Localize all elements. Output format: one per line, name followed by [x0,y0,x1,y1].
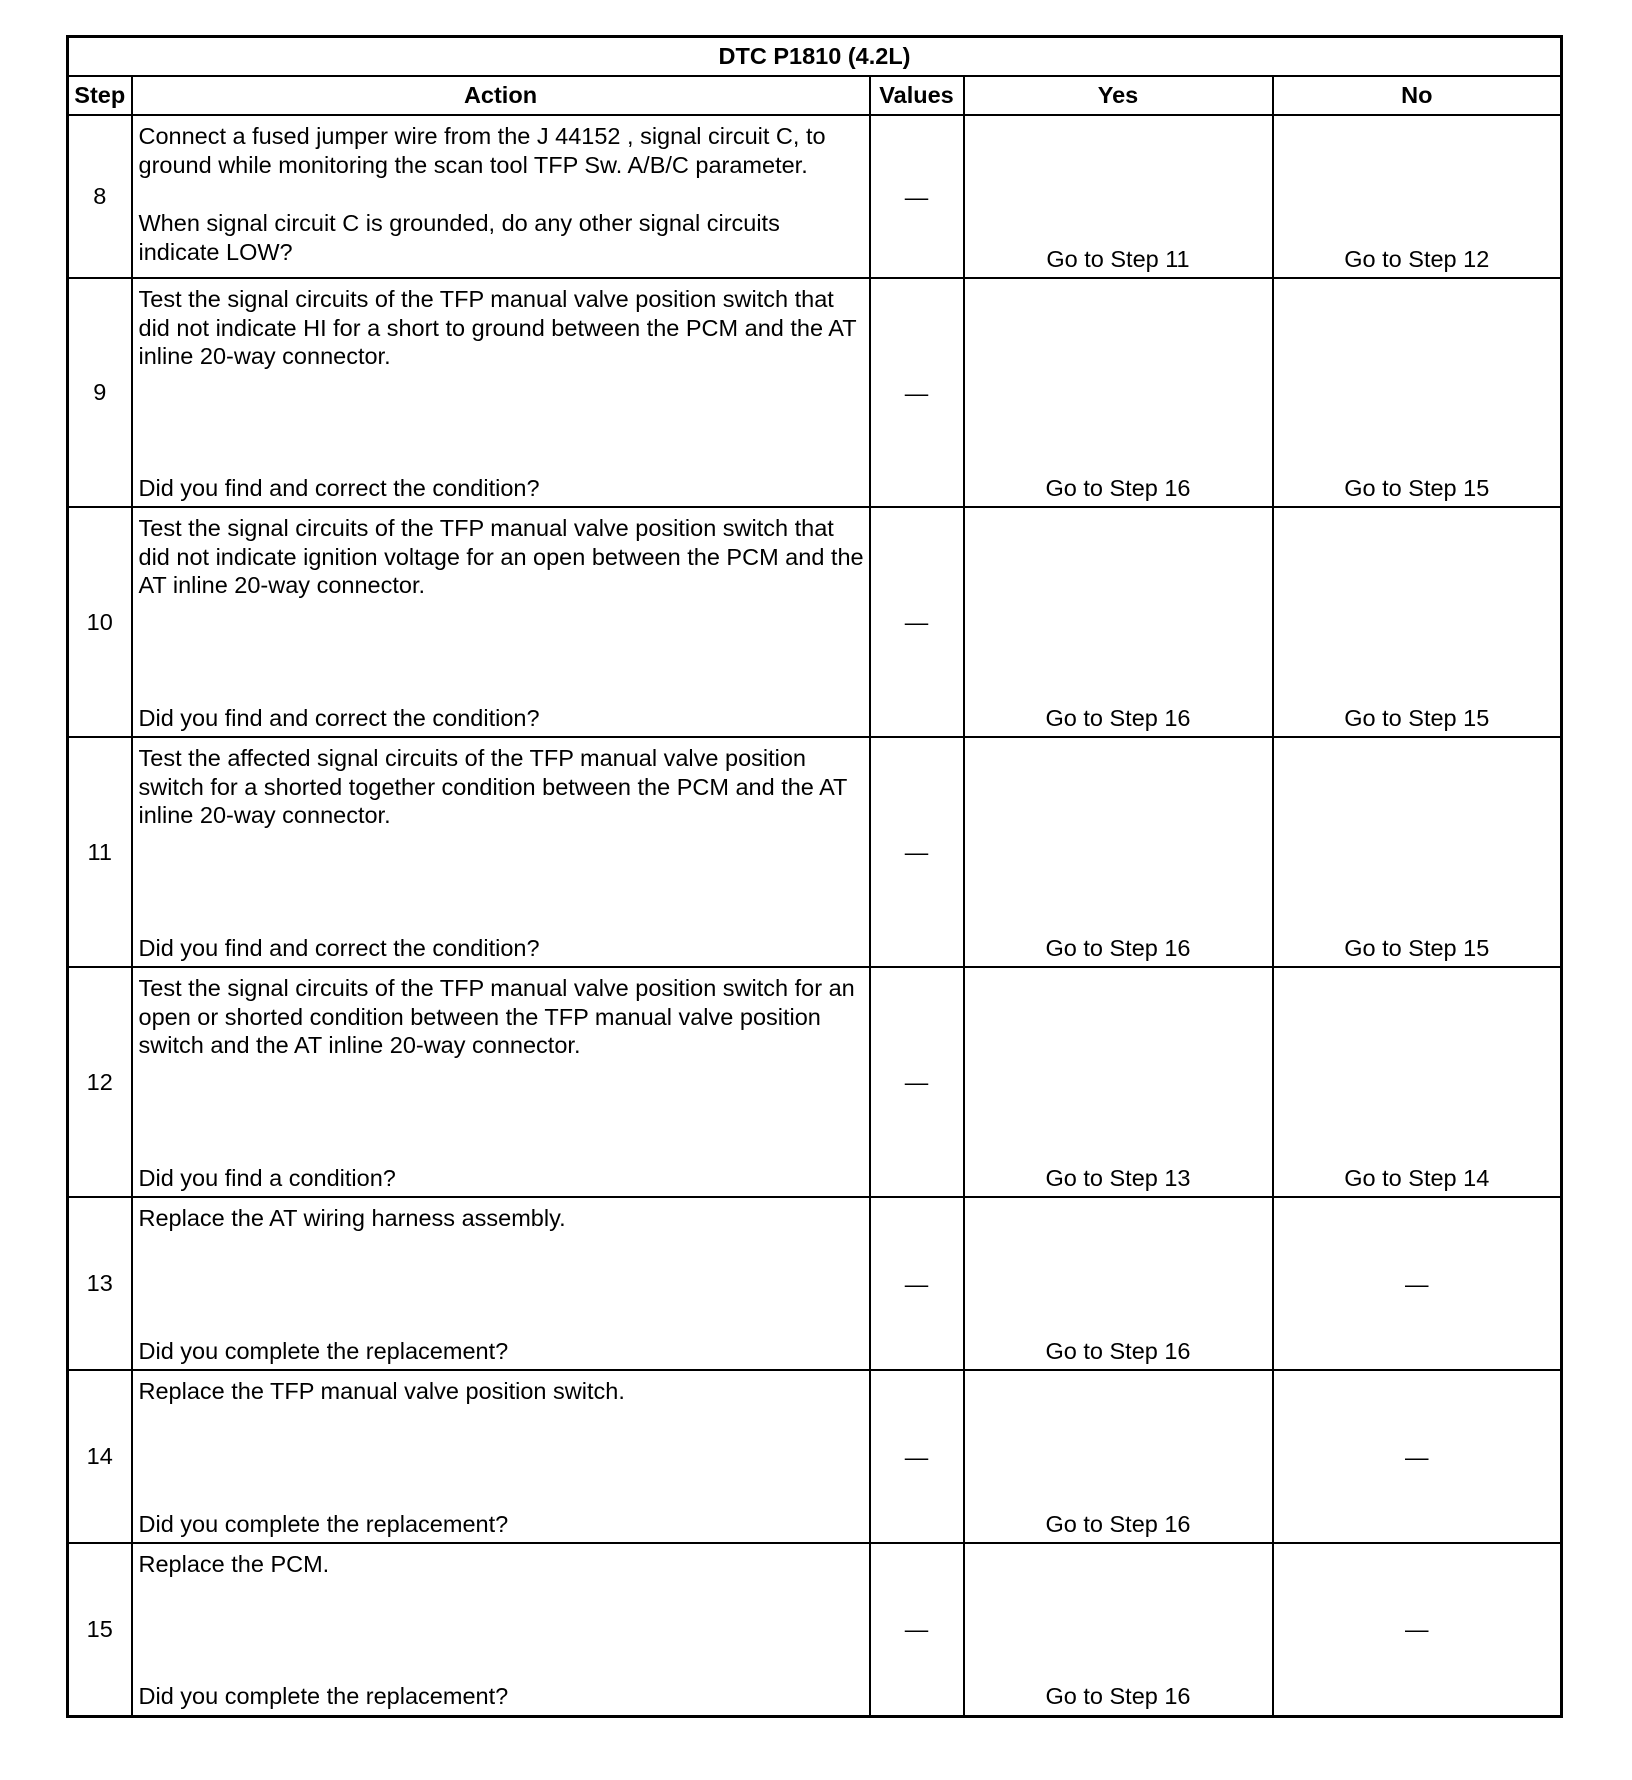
values-cell [870,967,964,1197]
action-cell [132,967,870,1197]
yes-cell [964,278,1273,507]
yes-cell [964,115,1273,278]
yes-cell [964,1370,1273,1543]
values-dash: — [904,608,929,635]
no-cell [1273,967,1562,1197]
action-question: Did you find and correct the condition? [138,704,540,731]
values-dash: — [904,183,929,210]
yes-link: Go to Step 16 [1045,934,1191,961]
action-question: Did you complete the replacement? [138,1683,509,1709]
yes-cell [964,1543,1273,1716]
dtc-table [66,35,1563,1718]
no-link: Go to Step 14 [1344,1164,1490,1191]
header-action: Action [132,76,870,115]
header-values: Values [870,76,964,115]
no-cell [1273,1197,1562,1370]
values-cell [870,1197,964,1370]
action-cell [132,1370,870,1543]
values-cell [870,278,964,507]
no-cell [1273,737,1562,967]
no-cell [1273,507,1562,737]
yes-cell [964,737,1273,967]
no-cell [1273,278,1562,507]
table-row [68,1197,1562,1370]
no-dash: — [1405,1616,1429,1642]
values-cell [870,115,964,278]
table-row [68,507,1562,737]
action-question: Did you find a condition? [138,1164,396,1191]
no-cell [1273,115,1562,278]
no-dash: — [1405,1443,1429,1470]
no-link: Go to Step 15 [1344,934,1490,961]
step-number: 10 [68,507,132,737]
yes-link: Go to Step 16 [1045,1683,1191,1709]
action-instruction: Test the signal circuits of the TFP manual valve position switch that did not indicate ignition voltage for an open between the PCM and the AT inline 20-way connector. [138,515,864,598]
action-question: When signal circuit C is grounded, do any other signal circuits indicate LOW? [138,210,780,265]
values-cell [870,1370,964,1543]
action-instruction: Replace the TFP manual valve position switch. [138,1378,625,1404]
no-dash: — [1405,1270,1429,1297]
action-instruction: Test the signal circuits of the TFP manual valve position switch that did not indicate HI for a short to ground between the PCM and the AT inline 20-way connector. [138,286,857,369]
yes-cell [964,967,1273,1197]
yes-cell [964,507,1273,737]
action-question: Did you find and correct the condition? [138,934,540,961]
header-step: Step [68,76,132,115]
action-cell [132,1543,870,1716]
values-dash: — [904,1443,929,1470]
step-number: 14 [68,1370,132,1543]
step-number: 12 [68,967,132,1197]
yes-link: Go to Step 16 [1045,474,1191,501]
action-cell [132,737,870,967]
no-link: Go to Step 15 [1344,474,1490,501]
table-row [68,967,1562,1197]
table-title: DTC P1810 (4.2L) [68,37,1562,77]
action-instruction: Test the affected signal circuits of the TFP manual valve position switch for a shorted together condition between the PCM and the AT inline 20-way connector. [138,745,847,828]
step-number: 15 [68,1543,132,1716]
values-cell [870,737,964,967]
table-row [68,737,1562,967]
table-row [68,1370,1562,1543]
step-number: 13 [68,1197,132,1370]
action-question: Did you find and correct the condition? [138,474,540,501]
action-cell [132,507,870,737]
table-row [68,115,1562,278]
action-question: Did you complete the replacement? [138,1337,509,1364]
values-dash: — [904,379,929,406]
action-cell [132,1197,870,1370]
step-number: 8 [68,115,132,278]
no-link: Go to Step 15 [1344,704,1490,731]
yes-link: Go to Step 16 [1045,1337,1191,1364]
yes-link: Go to Step 16 [1045,1510,1191,1537]
action-cell [132,278,870,507]
table-row [68,1543,1562,1716]
yes-link: Go to Step 16 [1045,704,1191,731]
no-cell [1273,1370,1562,1543]
values-dash: — [904,1068,929,1095]
values-dash: — [904,1616,929,1642]
values-dash: — [904,1270,929,1297]
values-cell [870,1543,964,1716]
table-row [68,278,1562,507]
no-cell [1273,1543,1562,1716]
action-instruction: Replace the AT wiring harness assembly. [138,1205,566,1231]
action-question: Did you complete the replacement? [138,1510,509,1537]
values-cell [870,507,964,737]
yes-link: Go to Step 13 [1045,1164,1191,1191]
action-instruction: Connect a fused jumper wire from the J 44152 , signal circuit C, to ground while monitoring the scan tool TFP Sw. A/B/C parameter. [138,123,826,178]
action-instruction: Test the signal circuits of the TFP manual valve position switch for an open or shorted condition between the TFP manual valve position switch and the AT inline 20-way connector. [138,975,855,1058]
values-dash: — [904,838,929,865]
action-instruction: Replace the PCM. [138,1551,330,1577]
no-link: Go to Step 12 [1344,245,1490,272]
action-cell [132,115,870,278]
header-yes: Yes [964,76,1273,115]
yes-cell [964,1197,1273,1370]
yes-link: Go to Step 11 [1046,245,1190,272]
header-no: No [1273,76,1562,115]
step-number: 11 [68,737,132,967]
step-number: 9 [68,278,132,507]
